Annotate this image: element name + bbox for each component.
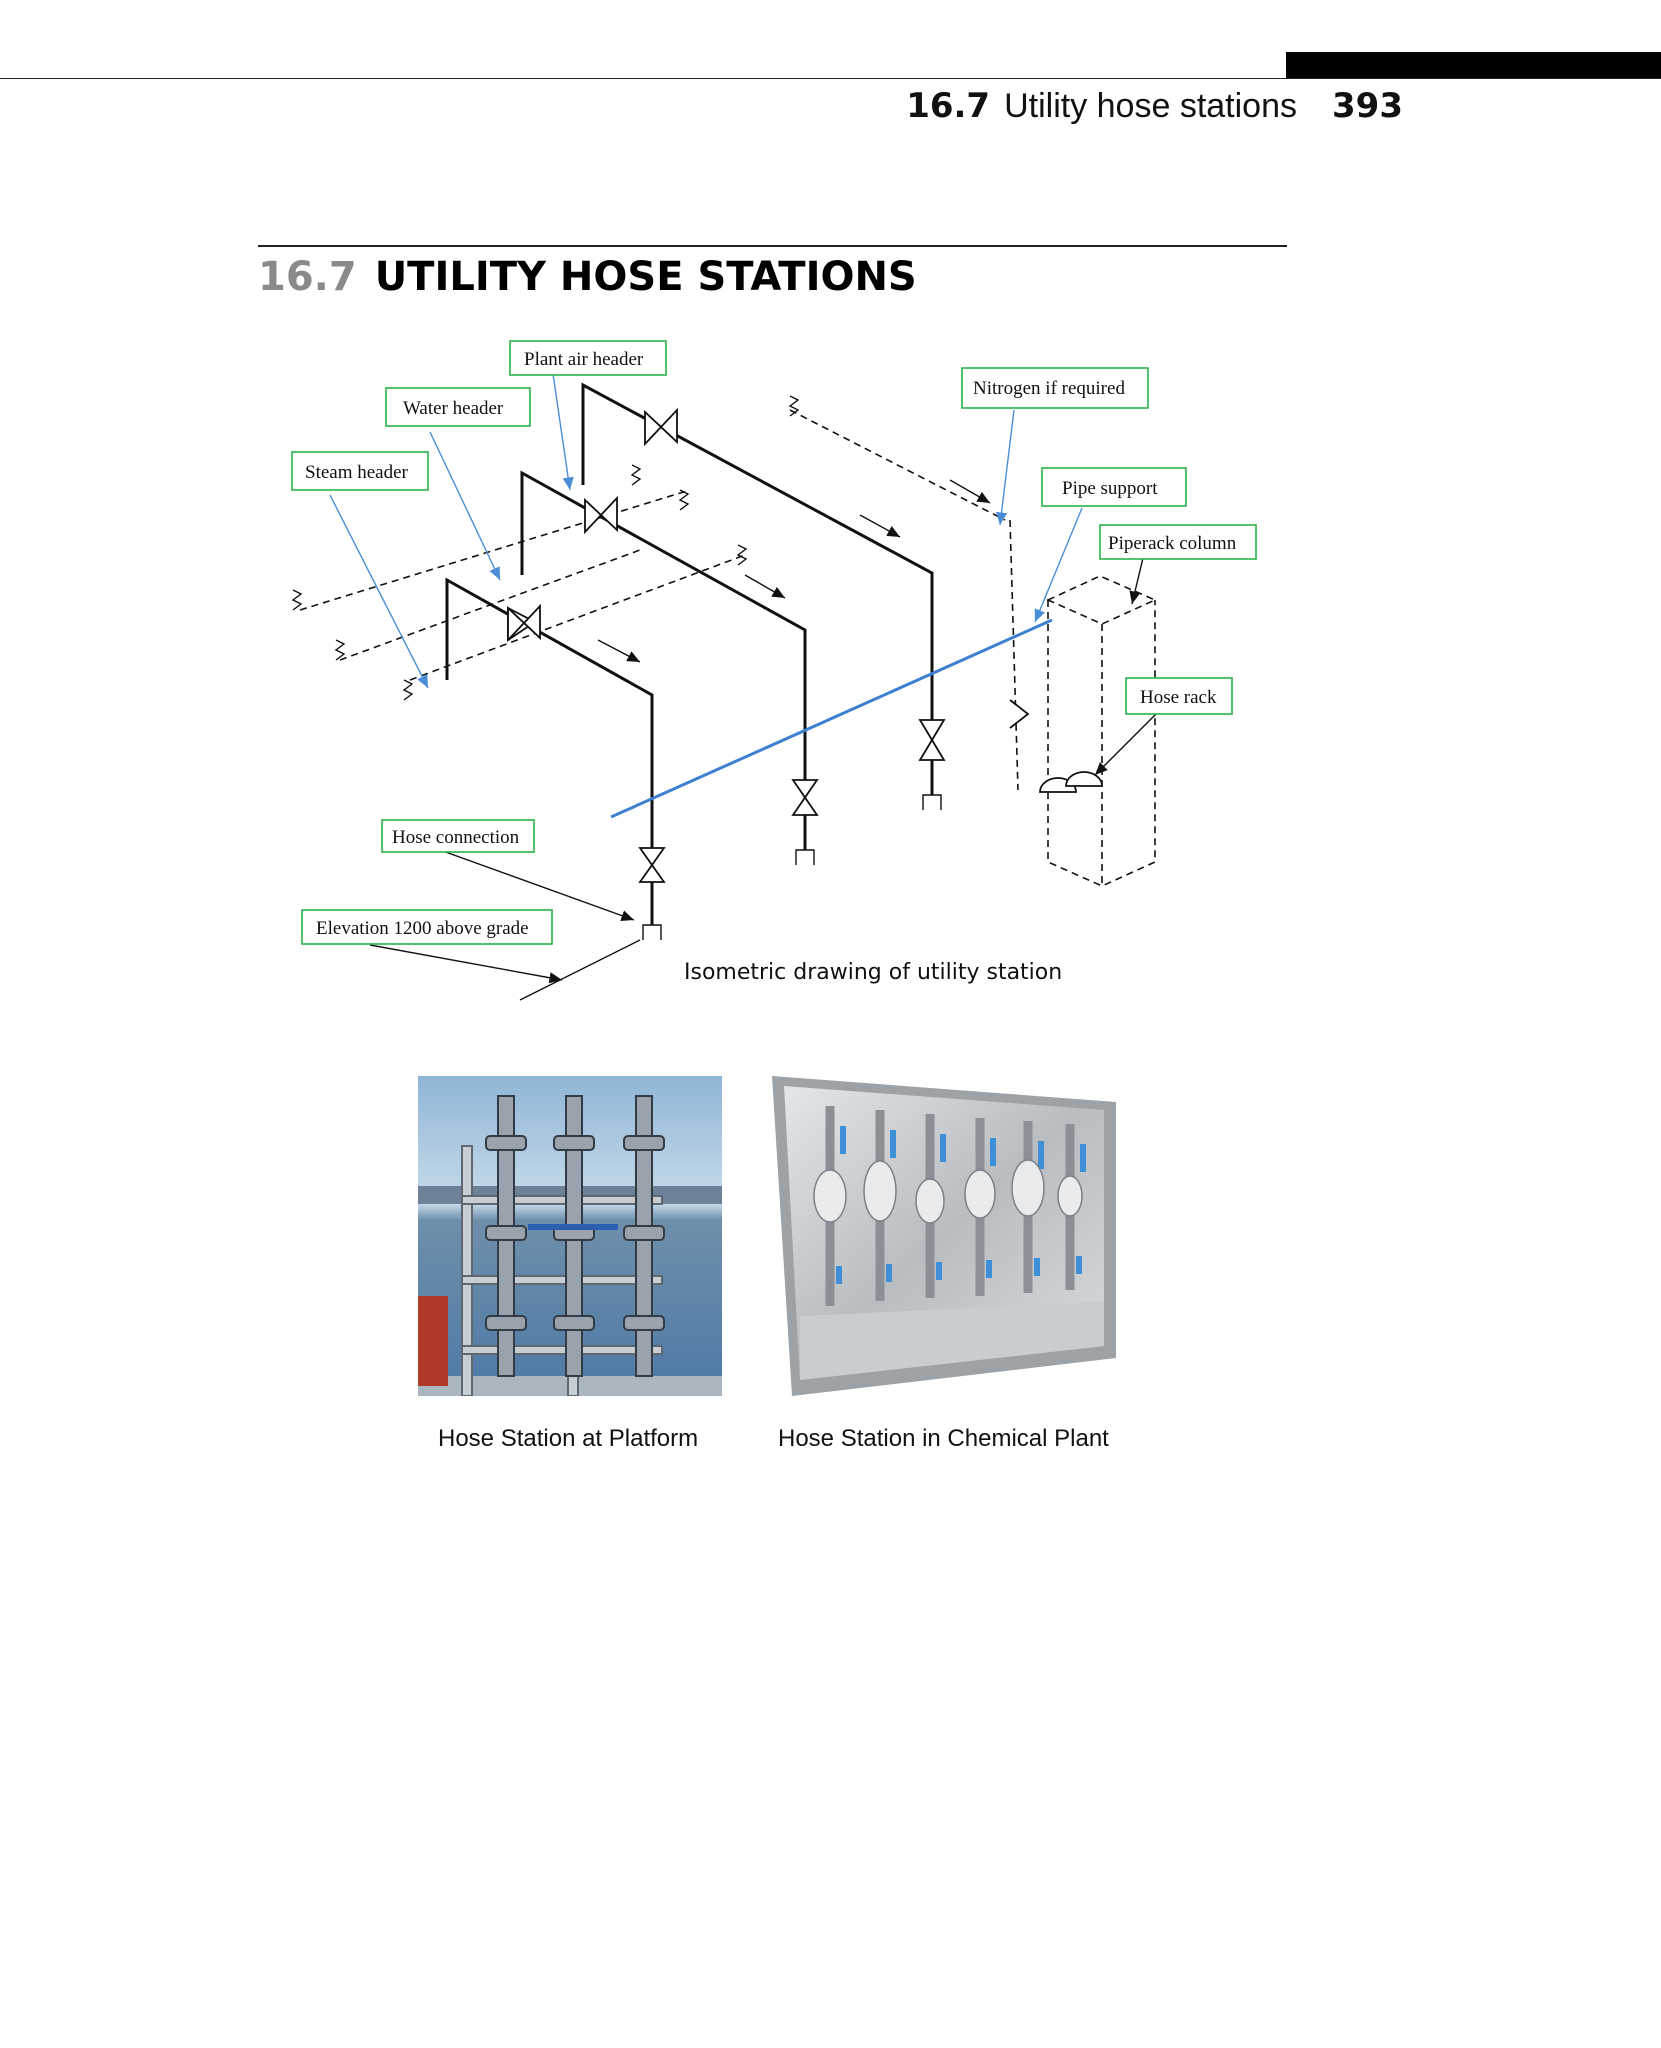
svg-text:Water header: Water header	[403, 398, 504, 419]
section-heading-number: 16.7	[258, 254, 357, 300]
running-header-section-title: Utility hose stations	[1004, 87, 1297, 125]
callout-piperack-column	[1100, 525, 1256, 559]
callout-nitrogen	[962, 368, 1148, 408]
svg-text:Pipe support: Pipe support	[1062, 478, 1158, 499]
callout-plant-air-header	[510, 341, 666, 375]
photo-caption-chemical: Hose Station in Chemical Plant	[778, 1425, 1109, 1452]
callout-hose-connection	[382, 820, 534, 852]
photo-caption-platform: Hose Station at Platform	[438, 1425, 699, 1452]
callout-steam-header	[292, 452, 428, 490]
callout-water-header	[386, 388, 530, 426]
svg-text:Piperack column: Piperack column	[1108, 533, 1237, 554]
section-heading-title: UTILITY HOSE STATIONS	[374, 254, 917, 300]
hose-rack	[1040, 772, 1102, 792]
svg-text:Elevation 1200 above grade: Elevation 1200 above grade	[316, 918, 529, 939]
callout-pipe-support	[1042, 468, 1186, 506]
svg-text:Hose rack: Hose rack	[1140, 687, 1217, 708]
valves	[508, 410, 1028, 940]
svg-text:Plant air header: Plant air header	[524, 349, 644, 370]
hose-station-platform-photo	[418, 1076, 722, 1396]
callout-hose-rack	[1126, 678, 1232, 714]
leader-lines	[330, 374, 1158, 1000]
isometric-caption: Isometric drawing of utility station	[684, 960, 1063, 985]
isometric-drawing	[0, 0, 1661, 1010]
svg-text:Steam header: Steam header	[305, 462, 408, 483]
page-number: 393	[1332, 86, 1403, 126]
running-header-section-number: 16.7	[906, 86, 991, 126]
hose-station-chemical-photo	[770, 1076, 1118, 1396]
svg-text:Nitrogen if required: Nitrogen if required	[973, 378, 1125, 399]
callout-elevation	[302, 910, 552, 944]
pipe-support-line	[611, 620, 1052, 817]
svg-text:Hose connection: Hose connection	[392, 827, 520, 848]
